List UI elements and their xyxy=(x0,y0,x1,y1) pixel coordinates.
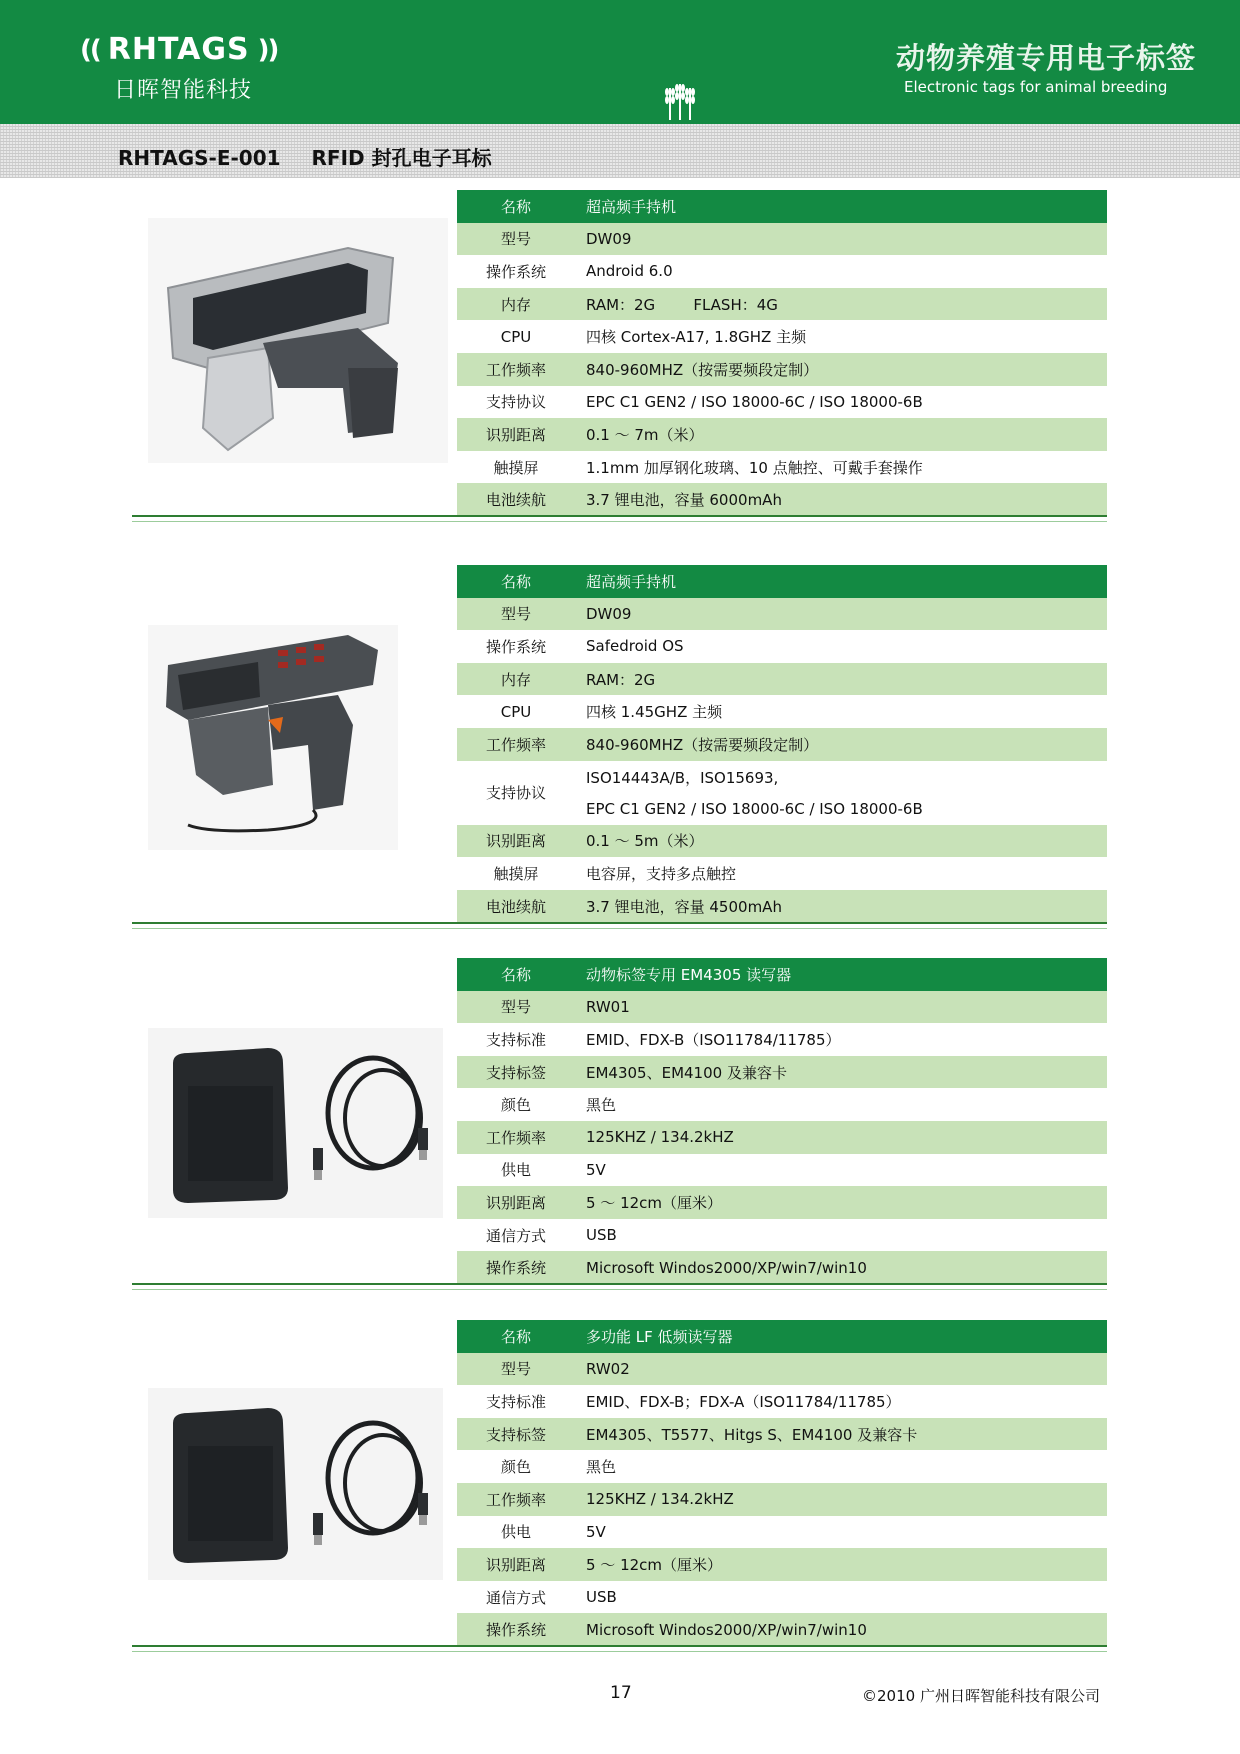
spec-value: Android 6.0 xyxy=(586,262,673,281)
spec-key: 操作系统 xyxy=(485,262,546,281)
spec-value: 0.1 ～ 5m（米） xyxy=(575,825,1107,858)
spec-key: 支持标准 xyxy=(485,1392,546,1411)
spec-key: 工作频率 xyxy=(457,728,575,761)
header-title: 动物养殖专用电子标签 xyxy=(895,41,1196,75)
spec-value: RAM：2G FLASH：4G xyxy=(575,288,1107,321)
spec-value: DW09 xyxy=(575,223,1107,256)
spec-table xyxy=(457,1320,1107,1646)
handheld-uhf-reader-keypad-image xyxy=(148,625,398,850)
spec-value: EM4305、EM4100 及兼容卡 xyxy=(575,1056,1107,1089)
spec-value: 840-960MHZ（按需要频段定制） xyxy=(575,728,1107,761)
spec-key: 支持标准 xyxy=(485,1030,546,1049)
page-title-model: RHTAGS-E-001 xyxy=(118,146,281,170)
spec-value: 黑色 xyxy=(586,1096,617,1115)
spec-key: 供电 xyxy=(500,1161,531,1180)
spec-key: 操作系统 xyxy=(457,1251,575,1284)
spec-table xyxy=(457,958,1107,1284)
spec-key: 工作频率 xyxy=(457,353,575,386)
page-title xyxy=(118,142,492,171)
spec-key: 供电 xyxy=(500,1523,531,1542)
spec-value: 超高频手持机 xyxy=(575,190,1107,223)
spec-table xyxy=(457,190,1107,516)
desktop-reader-image xyxy=(148,1028,443,1218)
spec-value: EM4305、T5577、Hitgs S、EM4100 及兼容卡 xyxy=(575,1418,1107,1451)
section-divider xyxy=(132,1645,1107,1652)
spec-value: RAM：2G xyxy=(575,663,1107,696)
spec-key: 触摸屏 xyxy=(493,864,539,883)
spec-value: RW02 xyxy=(575,1353,1107,1386)
spec-value: 5 ～ 12cm（厘米） xyxy=(575,1186,1107,1219)
spec-value: USB xyxy=(586,1226,617,1245)
spec-value: 5 ～ 12cm（厘米） xyxy=(575,1548,1107,1581)
handheld-uhf-reader-image xyxy=(148,218,448,463)
spec-key: 识别距离 xyxy=(457,1186,575,1219)
spec-value: RW01 xyxy=(575,991,1107,1024)
section-divider xyxy=(132,515,1107,522)
page-number: 17 xyxy=(610,1683,632,1703)
spec-key: 型号 xyxy=(457,598,575,631)
spec-value: EMID、FDX-B；FDX-A（ISO11784/11785） xyxy=(586,1392,901,1411)
spec-key: 电池续航 xyxy=(457,890,575,923)
page-header xyxy=(0,0,1240,124)
spec-value: 超高频手持机 xyxy=(575,565,1107,598)
spec-value: 125KHZ / 134.2kHZ xyxy=(575,1121,1107,1154)
spec-value: 四核 1.45GHZ 主频 xyxy=(586,703,723,722)
spec-key: 通信方式 xyxy=(485,1226,546,1245)
product-section xyxy=(132,1320,1107,1650)
product-section xyxy=(132,565,1107,930)
brand-logo xyxy=(80,32,277,104)
spec-value: DW09 xyxy=(575,598,1107,631)
desktop-reader-image xyxy=(148,1388,443,1580)
spec-key: 型号 xyxy=(457,1353,575,1386)
spec-key: 操作系统 xyxy=(485,637,546,656)
spec-key: 内存 xyxy=(457,288,575,321)
spec-value: 840-960MHZ（按需要频段定制） xyxy=(575,353,1107,386)
spec-key: CPU xyxy=(500,702,532,721)
spec-value: 1.1mm 加厚钢化玻璃、10 点触控、可戴手套操作 xyxy=(586,458,923,477)
header-subtitle: Electronic tags for animal breeding xyxy=(904,78,1168,96)
spec-value: 电容屏，支持多点触控 xyxy=(586,864,737,883)
spec-key: 工作频率 xyxy=(457,1483,575,1516)
copyright: ©2010 广州日晖智能科技有限公司 xyxy=(862,1687,1100,1705)
wheat-icon xyxy=(660,80,700,122)
spec-value: 多功能 LF 低频读写器 xyxy=(575,1320,1107,1353)
spec-key: 电池续航 xyxy=(457,483,575,516)
spec-value: 5V xyxy=(586,1522,606,1541)
spec-key: 支持协议 xyxy=(485,393,546,412)
spec-value: EMID、FDX-B（ISO11784/11785） xyxy=(586,1030,841,1049)
spec-key: 名称 xyxy=(457,1320,575,1353)
spec-value: Microsoft Windos2000/XP/win7/win10 xyxy=(575,1251,1107,1284)
spec-value: 黑色 xyxy=(586,1458,617,1477)
spec-value: Microsoft Windos2000/XP/win7/win10 xyxy=(575,1613,1107,1646)
spec-key: 操作系统 xyxy=(457,1613,575,1646)
spec-key: 内存 xyxy=(457,663,575,696)
spec-key: 型号 xyxy=(457,991,575,1024)
spec-key: 通信方式 xyxy=(485,1588,546,1607)
page-title-name: RFID 封孔电子耳标 xyxy=(311,146,492,170)
spec-value: 0.1 ～ 7m（米） xyxy=(575,418,1107,451)
spec-key: 支持协议 xyxy=(485,784,546,803)
spec-key: 识别距离 xyxy=(457,418,575,451)
spec-key: 颜色 xyxy=(500,1458,531,1477)
product-section xyxy=(132,958,1107,1288)
rfid-wave-right-icon: )) xyxy=(257,34,278,65)
spec-key: 识别距离 xyxy=(457,825,575,858)
section-divider xyxy=(132,1283,1107,1290)
spec-key: 触摸屏 xyxy=(493,458,539,477)
spec-key: 颜色 xyxy=(500,1096,531,1115)
spec-key: 名称 xyxy=(457,565,575,598)
spec-value: Safedroid OS xyxy=(586,637,684,656)
spec-key: 工作频率 xyxy=(457,1121,575,1154)
spec-table xyxy=(457,565,1107,922)
spec-key: 型号 xyxy=(457,223,575,256)
spec-value: 3.7 锂电池，容量 4500mAh xyxy=(575,890,1107,923)
spec-value: EPC C1 GEN2 / ISO 18000-6C / ISO 18000-6B xyxy=(586,392,923,411)
spec-value: 动物标签专用 EM4305 读写器 xyxy=(575,958,1107,991)
spec-key: 名称 xyxy=(457,190,575,223)
section-divider xyxy=(132,922,1107,929)
spec-value-line: EPC C1 GEN2 / ISO 18000-6C / ISO 18000-6B xyxy=(586,800,923,819)
product-section xyxy=(132,190,1107,520)
spec-value: 5V xyxy=(586,1160,606,1179)
spec-value-line: ISO14443A/B，ISO15693, xyxy=(586,769,779,788)
logo-subtitle: 日晖智能科技 xyxy=(114,78,253,103)
spec-key: 支持标签 xyxy=(457,1056,575,1089)
spec-key: 支持标签 xyxy=(457,1418,575,1451)
spec-value: 125KHZ / 134.2kHZ xyxy=(575,1483,1107,1516)
spec-value: 3.7 锂电池，容量 6000mAh xyxy=(575,483,1107,516)
spec-value xyxy=(575,761,1107,825)
spec-key: CPU xyxy=(500,327,532,346)
spec-key: 识别距离 xyxy=(457,1548,575,1581)
rfid-wave-left-icon: (( xyxy=(80,34,100,65)
spec-value: 四核 Cortex-A17, 1.8GHZ 主频 xyxy=(586,328,807,347)
spec-value: USB xyxy=(586,1588,617,1607)
logo-text: RHTAGS xyxy=(107,32,250,67)
spec-key: 名称 xyxy=(457,958,575,991)
